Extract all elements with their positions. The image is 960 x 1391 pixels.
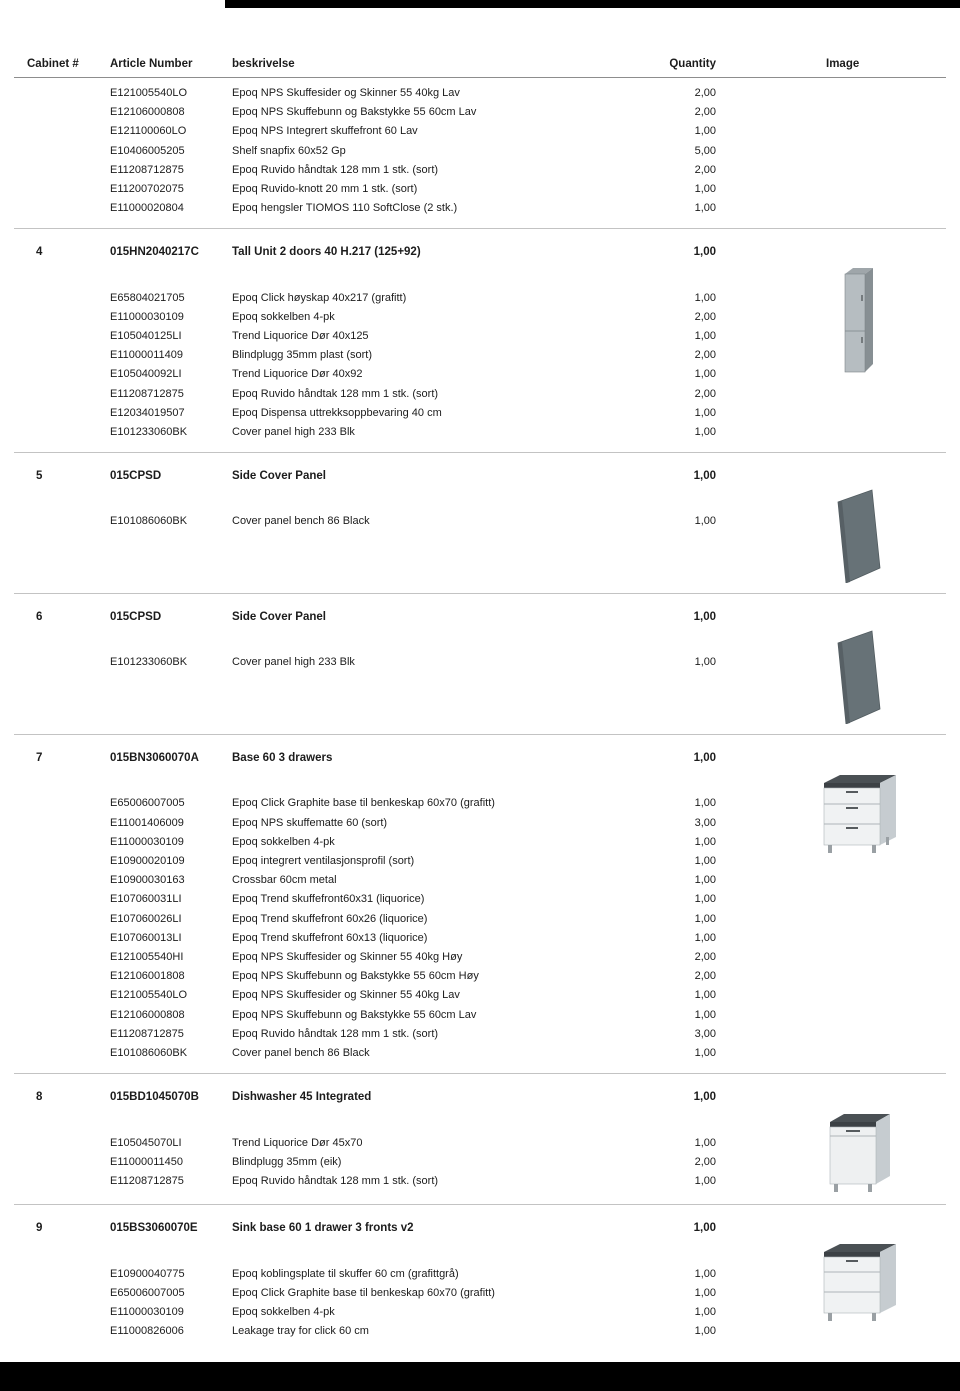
section-image-cell (716, 84, 946, 218)
item-article-number: E10900030163 (110, 874, 185, 887)
item-cabinet-cell (14, 199, 110, 218)
item-cabinet-cell (14, 653, 110, 672)
cabinet-article-number: 015CPSD (110, 470, 162, 483)
cover-panel-image (832, 630, 886, 647)
sink-base-image (820, 1241, 898, 1258)
item-article-number: E12106000808 (110, 1008, 185, 1021)
item-cabinet-cell (14, 1006, 110, 1025)
section-image-cell (716, 608, 946, 724)
item-article-number: E121005540HI (110, 951, 184, 964)
item-quantity: 1,00 (694, 291, 716, 304)
item-row (14, 84, 716, 103)
item-row (14, 986, 716, 1005)
item-quantity: 2,00 (694, 1155, 716, 1168)
item-article-number: E65006007005 (110, 1286, 185, 1299)
item-description: Leakage tray for click 60 cm (232, 1325, 369, 1338)
table-header-row (14, 58, 946, 78)
cabinet-header-row (14, 243, 716, 262)
item-description: Epoq Trend skuffefront60x31 (liquorice) (232, 893, 425, 906)
item-article-number: E107060013LI (110, 931, 182, 944)
item-row (14, 385, 716, 404)
item-cabinet-cell (14, 814, 110, 833)
item-article-number: E105040092LI (110, 368, 182, 381)
item-cabinet-cell (14, 1322, 110, 1341)
item-row (14, 929, 716, 948)
cabinet-description: Base 60 3 drawers (232, 752, 333, 765)
item-row (14, 833, 716, 852)
item-cabinet-cell (14, 986, 110, 1005)
item-quantity: 1,00 (694, 330, 716, 343)
header-image: Image (826, 58, 860, 70)
item-article-number: E65804021705 (110, 291, 185, 304)
cabinet-section-8 (14, 1073, 946, 1204)
cabinet-number: 6 (36, 611, 43, 624)
item-description: Epoq Click Graphite base til benkeskap 60x70 (grafitt) (232, 797, 495, 810)
item-quantity: 1,00 (694, 1305, 716, 1318)
item-cabinet-cell (14, 948, 110, 967)
item-description: Epoq NPS Skuffebunn og Bakstykke 55 60cm Høy (232, 970, 479, 983)
item-quantity: 1,00 (694, 1286, 716, 1299)
item-cabinet-cell (14, 327, 110, 346)
item-description: Epoq Ruvido håndtak 128 mm 1 stk. (sort) (232, 387, 439, 400)
item-article-number: E105040125LI (110, 330, 182, 343)
cabinet-article-number: 015BD1045070B (110, 1091, 199, 1104)
item-cabinet-cell (14, 1172, 110, 1191)
cabinet-section-4 (14, 228, 946, 452)
item-row (14, 512, 716, 531)
item-cabinet-cell (14, 890, 110, 909)
item-row (14, 346, 716, 365)
item-article-number: E101086060BK (110, 1047, 188, 1060)
item-description: Cover panel high 233 Blk (232, 426, 355, 439)
item-description: Epoq hengsler TIOMOS 110 SoftClose (2 stk.) (232, 202, 458, 215)
item-article-number: E11000826006 (110, 1325, 184, 1338)
item-row (14, 1025, 716, 1044)
item-quantity: 1,00 (694, 1174, 716, 1187)
item-quantity: 1,00 (694, 835, 716, 848)
item-quantity: 5,00 (694, 144, 716, 157)
item-row (14, 423, 716, 442)
cabinet-article-number: 015BS3060070E (110, 1222, 198, 1235)
item-description: Shelf snapfix 60x52 Gp (232, 144, 346, 157)
item-description: Cover panel high 233 Blk (232, 656, 355, 669)
item-cabinet-cell (14, 852, 110, 871)
base-3-drawers-image (820, 771, 898, 788)
item-description: Blindplugg 35mm plast (sort) (232, 349, 373, 362)
item-description: Crossbar 60cm metal (232, 874, 337, 887)
cabinet-number: 5 (36, 470, 43, 483)
item-description: Epoq Ruvido-knott 20 mm 1 stk. (sort) (232, 183, 418, 196)
section-rows (14, 1088, 716, 1194)
tall-unit-image (840, 265, 878, 282)
section-image-cell (716, 749, 946, 1063)
item-row (14, 199, 716, 218)
cabinet-number: 9 (36, 1222, 43, 1235)
cabinet-description: Side Cover Panel (232, 470, 326, 483)
item-description: Trend Liquorice Dør 40x92 (232, 368, 363, 381)
item-cabinet-cell (14, 122, 110, 141)
item-quantity: 1,00 (694, 368, 716, 381)
item-description: Epoq NPS Skuffebunn og Bakstykke 55 60cm Lav (232, 106, 477, 119)
item-description: Epoq Click Graphite base til benkeskap 60x70 (grafitt) (232, 1286, 495, 1299)
item-article-number: E101233060BK (110, 426, 188, 439)
item-row (14, 289, 716, 308)
item-description: Epoq NPS Skuffesider og Skinner 55 40kg Høy (232, 951, 463, 964)
section-image-cell (716, 467, 946, 583)
item-quantity: 2,00 (694, 970, 716, 983)
item-row (14, 890, 716, 909)
item-description: Cover panel bench 86 Black (232, 515, 370, 528)
item-cabinet-cell (14, 512, 110, 531)
item-article-number: E121100060LO (110, 125, 187, 138)
cabinet-header-row (14, 608, 716, 627)
item-row (14, 967, 716, 986)
item-article-number: E10406005205 (110, 144, 185, 157)
item-cabinet-cell (14, 794, 110, 813)
item-quantity: 1,00 (694, 874, 716, 887)
item-cabinet-cell (14, 346, 110, 365)
cabinet-article-number: 015CPSD (110, 611, 162, 624)
item-article-number: E10900020109 (110, 855, 185, 868)
cabinet-description: Tall Unit 2 doors 40 H.217 (125+92) (232, 246, 421, 259)
item-row (14, 1134, 716, 1153)
item-article-number: E11000030109 (110, 835, 184, 848)
item-row (14, 1322, 716, 1341)
item-cabinet-cell (14, 1134, 110, 1153)
item-quantity: 1,00 (694, 125, 716, 138)
item-description: Epoq Click høyskap 40x217 (grafitt) (232, 291, 407, 304)
item-article-number: E107060026LI (110, 912, 182, 925)
item-cabinet-cell (14, 1153, 110, 1172)
item-row (14, 103, 716, 122)
item-row (14, 1006, 716, 1025)
item-row (14, 1044, 716, 1063)
item-row (14, 1153, 716, 1172)
cabinet-section-5 (14, 452, 946, 593)
item-quantity: 1,00 (694, 183, 716, 196)
item-quantity: 1,00 (694, 989, 716, 1002)
item-description: Epoq NPS skuffematte 60 (sort) (232, 816, 388, 829)
cabinet-description: Dishwasher 45 Integrated (232, 1091, 372, 1104)
item-cabinet-cell (14, 308, 110, 327)
item-quantity: 3,00 (694, 1027, 716, 1040)
section-image-cell (716, 243, 946, 442)
item-article-number: E105045070LI (110, 1136, 182, 1149)
item-description: Epoq sokkelben 4-pk (232, 835, 335, 848)
section-rows (14, 1219, 716, 1341)
item-description: Trend Liquorice Dør 40x125 (232, 330, 369, 343)
section-rows (14, 467, 716, 583)
item-row (14, 1284, 716, 1303)
cabinet-quantity: 1,00 (693, 470, 716, 483)
item-article-number: E12034019507 (110, 406, 185, 419)
header-cabinet: Cabinet # (27, 58, 79, 70)
header-description: beskrivelse (232, 58, 295, 70)
item-cabinet-cell (14, 404, 110, 423)
item-cabinet-cell (14, 423, 110, 442)
item-cabinet-cell (14, 967, 110, 986)
item-cabinet-cell (14, 103, 110, 122)
item-cabinet-cell (14, 1025, 110, 1044)
cabinet-header-row (14, 467, 716, 486)
item-description: Epoq NPS Skuffesider og Skinner 55 40kg Lav (232, 87, 460, 99)
item-cabinet-cell (14, 910, 110, 929)
item-quantity: 1,00 (694, 1136, 716, 1149)
cabinet-description: Sink base 60 1 drawer 3 fronts v2 (232, 1222, 414, 1235)
item-description: Epoq koblingsplate til skuffer 60 cm (grafittgrå) (232, 1267, 459, 1280)
section-rows (14, 749, 716, 1063)
item-row (14, 852, 716, 871)
item-article-number: E11208712875 (110, 387, 184, 400)
item-quantity: 3,00 (694, 816, 716, 829)
item-cabinet-cell (14, 385, 110, 404)
header-article-number: Article Number (110, 58, 193, 70)
section-rows (14, 84, 716, 218)
item-row (14, 814, 716, 833)
section-rows (14, 608, 716, 724)
item-cabinet-cell (14, 142, 110, 161)
item-description: Cover panel bench 86 Black (232, 1047, 370, 1060)
item-article-number: E11000030109 (110, 1305, 184, 1318)
cabinet-quantity: 1,00 (693, 1091, 716, 1104)
item-quantity: 2,00 (694, 349, 716, 362)
cabinet-number: 4 (36, 246, 43, 259)
item-article-number: E11000011450 (110, 1155, 183, 1168)
item-description: Blindplugg 35mm (eik) (232, 1155, 342, 1168)
item-article-number: E101233060BK (110, 656, 188, 669)
item-cabinet-cell (14, 929, 110, 948)
item-article-number: E11208712875 (110, 163, 184, 176)
cabinet-section-7 (14, 734, 946, 1073)
item-cabinet-cell (14, 1303, 110, 1322)
item-quantity: 2,00 (694, 387, 716, 400)
cabinet-article-number: 015HN2040217C (110, 246, 199, 259)
item-article-number: E11208712875 (110, 1027, 184, 1040)
item-row (14, 161, 716, 180)
item-row (14, 1265, 716, 1284)
item-description: Epoq Ruvido håndtak 128 mm 1 stk. (sort) (232, 1174, 439, 1187)
item-quantity: 1,00 (694, 1047, 716, 1060)
item-quantity: 1,00 (694, 797, 716, 810)
item-row (14, 871, 716, 890)
item-description: Epoq NPS Skuffesider og Skinner 55 40kg Lav (232, 989, 460, 1002)
item-article-number: E121005540LO (110, 87, 188, 99)
item-cabinet-cell (14, 161, 110, 180)
item-cabinet-cell (14, 180, 110, 199)
item-cabinet-cell (14, 365, 110, 384)
item-cabinet-cell (14, 871, 110, 890)
cabinet-quantity: 1,00 (693, 1222, 716, 1235)
item-quantity: 1,00 (694, 855, 716, 868)
item-quantity: 1,00 (694, 912, 716, 925)
item-row (14, 948, 716, 967)
item-description: Epoq Ruvido håndtak 128 mm 1 stk. (sort) (232, 1027, 439, 1040)
item-cabinet-cell (14, 289, 110, 308)
cabinet-section-9 (14, 1204, 946, 1351)
item-quantity: 1,00 (694, 656, 716, 669)
bottom-edge-bar (0, 1362, 960, 1391)
dishwasher-image (826, 1110, 892, 1127)
item-quantity: 1,00 (694, 426, 716, 439)
item-description: Epoq Ruvido håndtak 128 mm 1 stk. (sort) (232, 163, 439, 176)
item-row (14, 910, 716, 929)
item-row (14, 794, 716, 813)
item-article-number: E12106000808 (110, 106, 185, 119)
item-quantity: 1,00 (694, 1008, 716, 1021)
cabinet-quantity: 1,00 (693, 611, 716, 624)
item-description: Epoq Dispensa uttrekksoppbevaring 40 cm (232, 406, 442, 419)
item-description: Epoq Trend skuffefront 60x13 (liquorice) (232, 931, 428, 944)
section-rows (14, 243, 716, 442)
item-description: Trend Liquorice Dør 45x70 (232, 1136, 363, 1149)
header-quantity: Quantity (669, 58, 716, 70)
item-quantity: 2,00 (694, 310, 716, 323)
item-article-number: E11208712875 (110, 1174, 184, 1187)
top-edge-bar (225, 0, 960, 8)
item-article-number: E11000011409 (110, 349, 183, 362)
item-quantity: 1,00 (694, 406, 716, 419)
item-description: Epoq integrert ventilasjonsprofil (sort) (232, 855, 415, 868)
item-quantity: 2,00 (694, 106, 716, 119)
item-cabinet-cell (14, 833, 110, 852)
item-description: Epoq NPS Skuffebunn og Bakstykke 55 60cm Lav (232, 1008, 477, 1021)
item-description: Epoq Trend skuffefront 60x26 (liquorice) (232, 912, 428, 925)
item-quantity: 1,00 (694, 893, 716, 906)
item-quantity: 1,00 (694, 515, 716, 528)
item-quantity: 1,00 (694, 1325, 716, 1338)
item-row (14, 365, 716, 384)
item-quantity: 1,00 (694, 931, 716, 944)
item-quantity: 2,00 (694, 951, 716, 964)
item-quantity: 1,00 (694, 1267, 716, 1280)
item-cabinet-cell (14, 84, 110, 103)
item-row (14, 1172, 716, 1191)
cabinet-header-row (14, 749, 716, 768)
item-row (14, 180, 716, 199)
cabinet-number: 7 (36, 752, 43, 765)
item-article-number: E12106001808 (110, 970, 185, 983)
table-body (14, 78, 946, 1351)
item-article-number: E10900040775 (110, 1267, 185, 1280)
item-description: Epoq NPS Integrert skuffefront 60 Lav (232, 125, 418, 138)
item-quantity: 2,00 (694, 87, 716, 99)
cabinet-section-6 (14, 593, 946, 734)
item-article-number: E65006007005 (110, 797, 185, 810)
item-article-number: E107060031LI (110, 893, 182, 906)
item-quantity: 2,00 (694, 163, 716, 176)
item-row (14, 142, 716, 161)
item-article-number: E11200702075 (110, 183, 184, 196)
cover-panel-image (832, 489, 886, 506)
cabinet-quantity: 1,00 (693, 752, 716, 765)
cabinet-number: 8 (36, 1091, 43, 1104)
item-row (14, 653, 716, 672)
item-article-number: E11000030109 (110, 310, 184, 323)
item-article-number: E121005540LO (110, 989, 188, 1002)
item-quantity: 1,00 (694, 202, 716, 215)
item-article-number: E11001406009 (110, 816, 184, 829)
item-cabinet-cell (14, 1284, 110, 1303)
item-row (14, 308, 716, 327)
cabinet-article-number: 015BN3060070A (110, 752, 199, 765)
item-row (14, 122, 716, 141)
item-row (14, 327, 716, 346)
item-row (14, 1303, 716, 1322)
item-article-number: E101086060BK (110, 515, 188, 528)
cabinet-quantity: 1,00 (693, 246, 716, 259)
cabinet-header-row (14, 1219, 716, 1238)
item-article-number: E11000020804 (110, 202, 184, 215)
cabinet-header-row (14, 1088, 716, 1107)
item-description: Epoq sokkelben 4-pk (232, 310, 335, 323)
item-row (14, 404, 716, 423)
cabinet-section-continued (14, 78, 946, 228)
item-cabinet-cell (14, 1044, 110, 1063)
cabinet-description: Side Cover Panel (232, 611, 326, 624)
item-description: Epoq sokkelben 4-pk (232, 1305, 335, 1318)
item-cabinet-cell (14, 1265, 110, 1284)
section-image-cell (716, 1088, 946, 1194)
section-image-cell (716, 1219, 946, 1341)
